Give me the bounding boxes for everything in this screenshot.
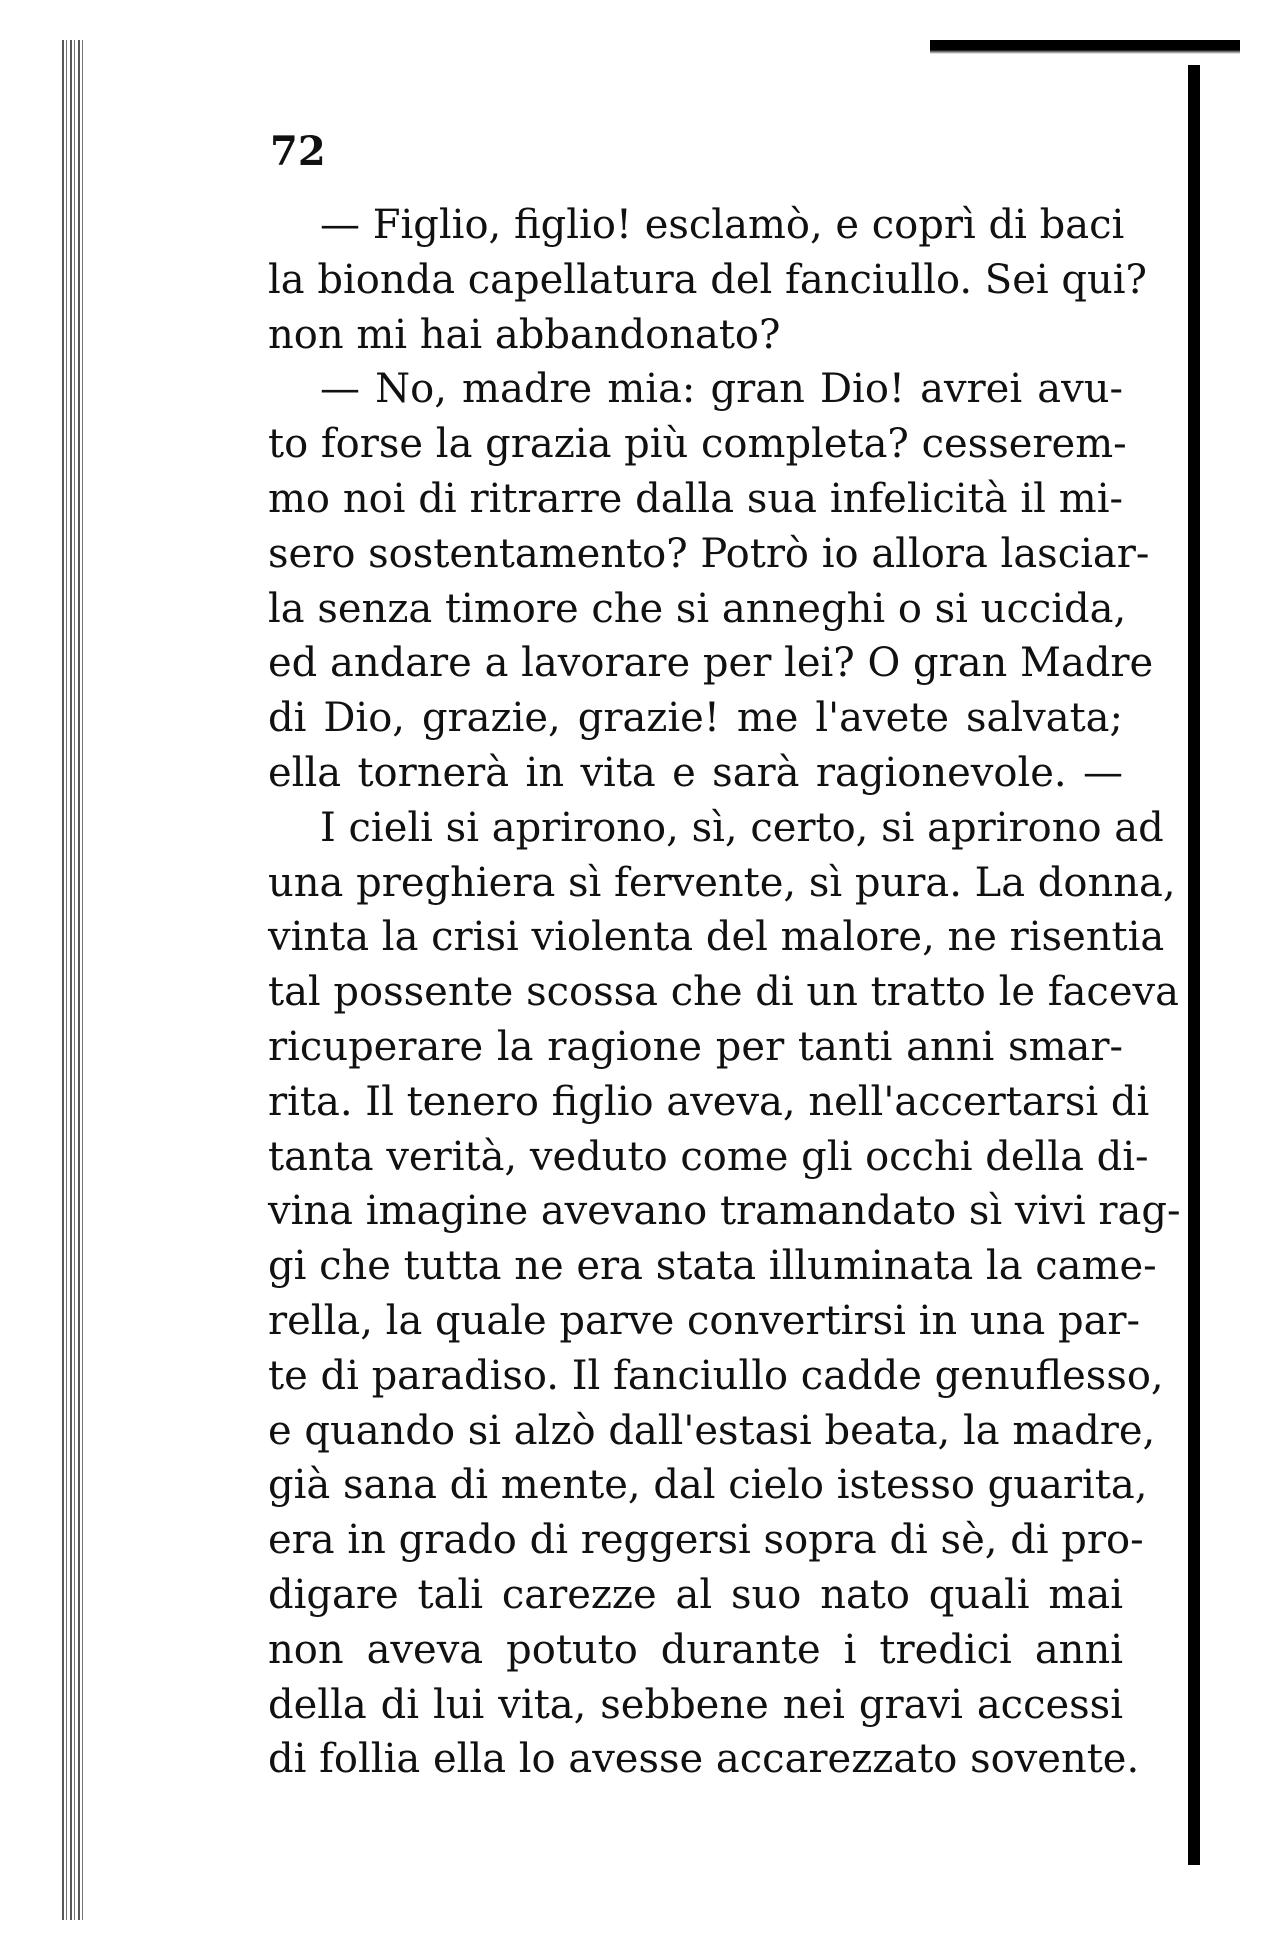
text-line: ed andare a lavorare per lei? O gran Madre	[268, 640, 1154, 687]
text-line: rella, la quale parve convertirsi in una par-	[268, 1297, 1141, 1344]
text-line: ricuperare la ragione per tanti anni smar-	[268, 1023, 1123, 1070]
text-line: tanta verità, veduto come gli occhi della di-	[268, 1133, 1149, 1180]
text-line: te di paradiso. Il fanciullo cadde genuflesso,	[268, 1352, 1164, 1399]
text-line: rita. Il tenero figlio aveva, nell'accertarsi di	[268, 1078, 1150, 1125]
text-line: gi che tutta ne era stata illuminata la came-	[268, 1243, 1157, 1290]
text-line: mo noi di ritrarre dalla sua infelicità il mi-	[268, 475, 1123, 522]
scan-top-edge	[930, 40, 1240, 54]
text-line: ella tornerà in vita e sarà ragionevole. —	[268, 749, 1123, 796]
text-line: già sana di mente, dal cielo istesso guarita,	[268, 1462, 1148, 1509]
text-line: di Dio, grazie, grazie! me l'avete salvata;	[268, 695, 1123, 742]
text-line: — Figlio, figlio! esclamò, e coprì di baci	[320, 202, 1125, 248]
text-line: — No, madre mia: gran Dio! avrei avu-	[320, 366, 1123, 413]
text-line: sero sostentamento? Potrò io allora lasciar-	[268, 530, 1150, 577]
scan-binding-edge	[62, 40, 84, 1920]
text-line: della di lui vita, sebbene nei gravi accessi	[268, 1681, 1123, 1728]
text-line: di follia ella lo avesse accarezzato sovente.	[268, 1736, 1140, 1783]
text-line: era in grado di reggersi sopra di sè, di pro-	[268, 1517, 1144, 1564]
scan-right-edge	[1188, 65, 1200, 1865]
text-line: una preghiera sì fervente, sì pura. La donna,	[268, 859, 1176, 906]
text-line: non mi hai abbandonato?	[268, 311, 781, 358]
body-text	[268, 198, 1181, 1787]
text-line: vinta la crisi violenta del malore, ne risentia	[268, 914, 1165, 961]
page-number: 72	[270, 128, 326, 175]
text-line: la bionda capellatura del fanciullo. Sei qui?	[268, 256, 1147, 303]
text-line: digare tali carezze al suo nato quali mai	[268, 1571, 1123, 1618]
text-line: e quando si alzò dall'estasi beata, la madre,	[268, 1407, 1156, 1454]
text-line: la senza timore che si anneghi o si uccida,	[268, 585, 1127, 632]
text-line: vina imagine avevano tramandato sì vivi rag-	[268, 1188, 1181, 1235]
text-line: I cieli si aprirono, sì, certo, si aprirono ad	[320, 804, 1164, 851]
text-line: tal possente scossa che di un tratto le faceva	[268, 969, 1179, 1016]
text-line: to forse la grazia più completa? cesserem-	[268, 421, 1127, 468]
text-line: non aveva potuto durante i tredici anni	[268, 1626, 1123, 1673]
